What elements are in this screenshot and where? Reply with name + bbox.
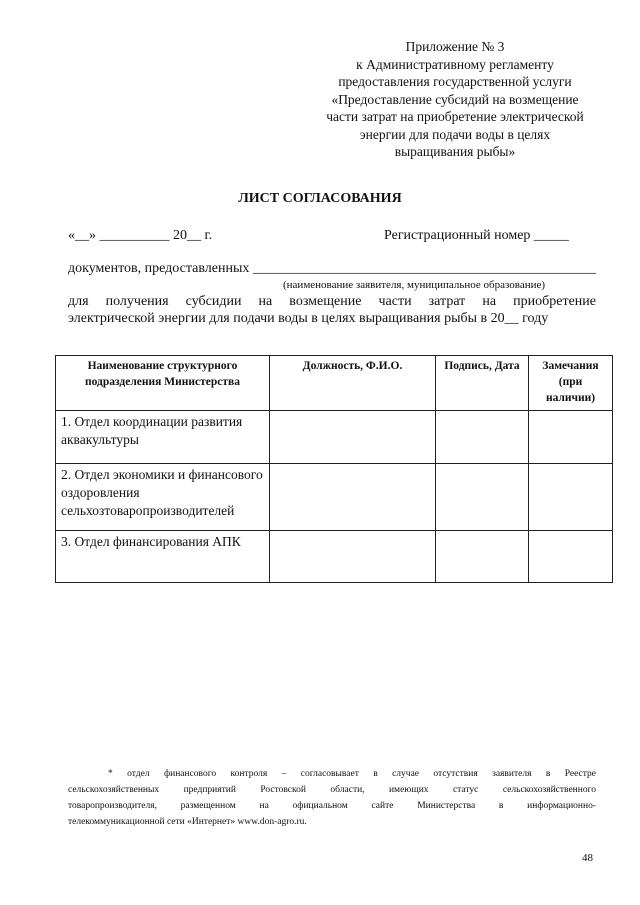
table-row <box>56 411 613 464</box>
footnote-line: телекоммуникационной сети «Интернет» www.don-agro.ru. <box>68 817 307 827</box>
department-cell: 2. Отдел экономики и финансового оздоровления сельхозтоваропроизводителей <box>56 464 270 531</box>
remarks-cell <box>529 411 613 464</box>
appendix-line: части затрат на приобретение электрической <box>326 109 584 124</box>
remarks-cell <box>529 464 613 531</box>
department-cell: 3. Отдел финансирования АПК <box>56 531 270 583</box>
footnote-line: сельскохозяйственных предприятий Ростовской области, имеющих статус сельскохозяйственного <box>68 785 596 795</box>
footnote <box>68 766 596 830</box>
page-number: 48 <box>582 852 593 864</box>
appendix-line: к Административному регламенту <box>356 56 554 72</box>
position-cell <box>270 464 436 531</box>
table-header-row <box>56 356 613 411</box>
appendix-line: предоставления государственной услуги <box>338 74 572 89</box>
appendix-line: «Предоставление субсидий на возмещение <box>331 91 579 107</box>
appendix-block <box>270 38 640 161</box>
position-cell <box>270 411 436 464</box>
appendix-line: выращивания рыбы» <box>394 144 516 159</box>
footnote-line: товаропроизводителя, размещенном на официальном сайте Министерства в информационно- <box>68 801 596 811</box>
position-cell <box>270 531 436 583</box>
footnote-line: * отдел финансового контроля – согласовывает в случае отсутствия заявителя в Реестре <box>108 769 596 779</box>
department-cell: 1. Отдел координации развития аквакультуры <box>56 411 270 464</box>
signature-cell <box>436 464 529 531</box>
table-row <box>56 464 613 531</box>
approval-table <box>55 355 613 583</box>
appendix-line: энергии для подачи воды в целях <box>359 126 551 142</box>
appendix-line: Приложение № 3 <box>405 39 505 54</box>
purpose-line-1: для получения субсидии на возмещение части затрат на приобретение <box>68 294 596 309</box>
documents-line: документов, предоставленных _________________________________________________ <box>68 261 596 276</box>
remarks-cell <box>529 531 613 583</box>
documents-hint: (наименование заявителя, муниципальное образование) <box>283 279 546 291</box>
table-row <box>56 531 613 583</box>
signature-cell <box>436 531 529 583</box>
purpose-line-2: электрической энергии для подачи воды в целях выращивания рыбы в 20__ году <box>68 311 549 326</box>
column-header-signature: Подпись, Дата <box>436 356 529 411</box>
column-header-department: Наименование структурного подразделения Министерства <box>56 356 270 411</box>
date-field: «__» __________ 20__ г. <box>68 228 213 243</box>
column-header-position: Должность, Ф.И.О. <box>270 356 436 411</box>
document-title: ЛИСТ СОГЛАСОВАНИЯ <box>238 191 402 206</box>
registration-number-field: Регистрационный номер _____ <box>384 228 569 243</box>
column-header-remarks: Замечания (при наличии) <box>529 356 613 411</box>
signature-cell <box>436 411 529 464</box>
